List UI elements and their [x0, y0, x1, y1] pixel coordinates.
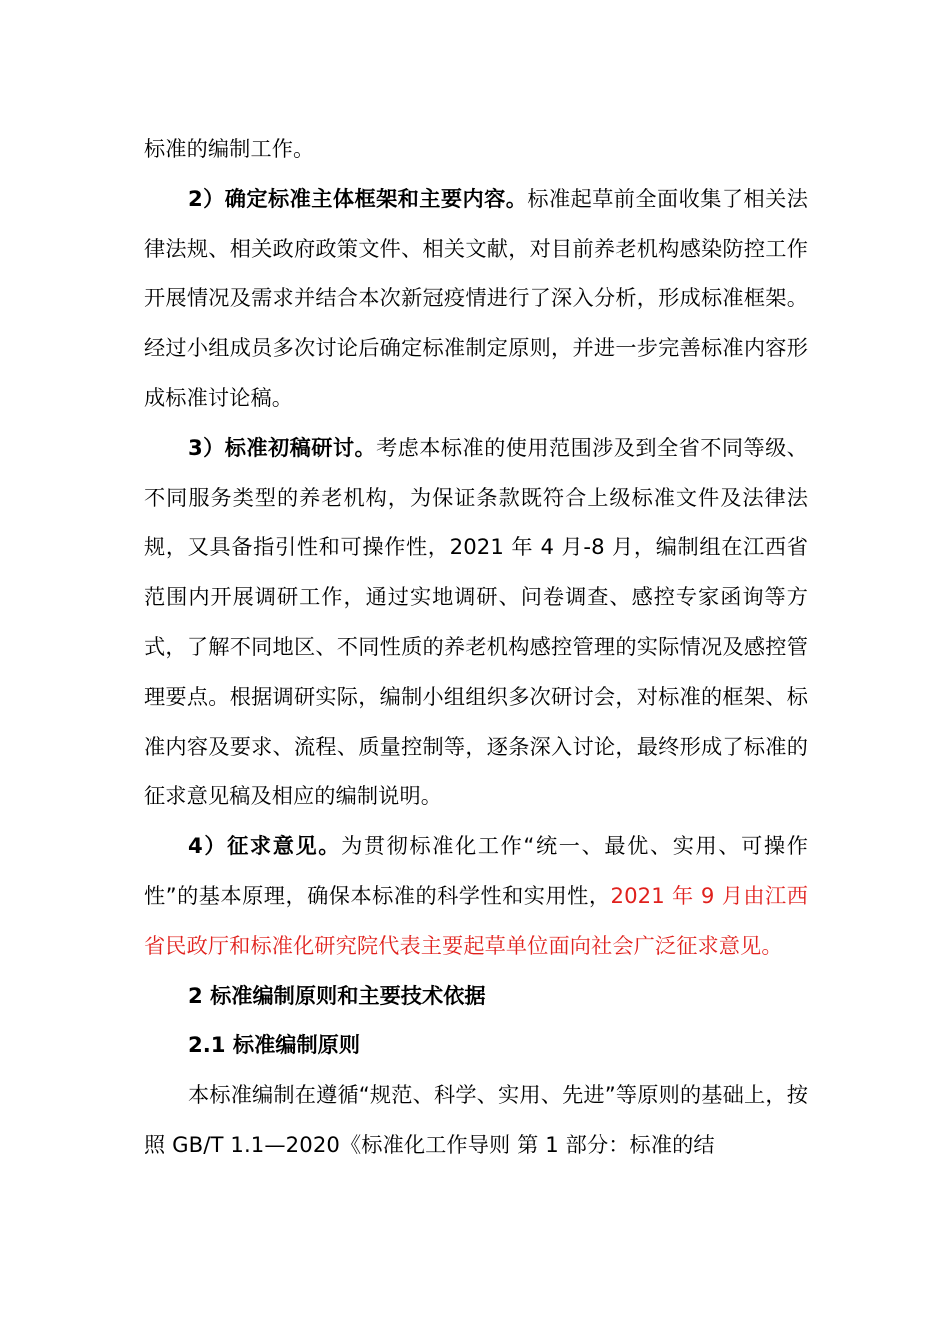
step4-lead: 4）征求意见。 — [188, 833, 342, 859]
step4-body: 为贯彻标准化工作“统一、最优、实用、可操作性”的基本原理，确保本标准的科学性和实用性， — [144, 833, 808, 908]
section-2-1-heading — [144, 1020, 808, 1070]
document-page — [144, 124, 808, 1170]
step2-paragraph — [144, 174, 808, 423]
step4-highlight: 2021 年 9 月由江西省民政厅和标准化研究院代表主要起草单位面向社会广泛征求意见。 — [144, 882, 808, 958]
step2-lead: 2）确定标准主体框架和主要内容。 — [188, 185, 528, 211]
principle-text: 本标准编制在遵循“规范、科学、实用、先进”等原则的基础上，按照 GB/T 1.1—2020《标准化工作导则 第 1 部分：标准的结 — [144, 1082, 808, 1157]
continuation-paragraph — [144, 124, 808, 174]
step2-body: 标准起草前全面收集了相关法律法规、相关政府政策文件、相关文献，对目前养老机构感染防控工作开展情况及需求并结合本次新冠疫情进行了深入分析，形成标准框架。经过小组成员多次讨论后确定标准制定原则，并进一步完善标准内容形成标准讨论稿。 — [144, 185, 808, 410]
step3-lead: 3）标准初稿研讨。 — [188, 434, 377, 460]
section-2-title: 2 标准编制原则和主要技术依据 — [188, 982, 486, 1008]
section-2-heading — [144, 971, 808, 1021]
continuation-text: 标准的编制工作。 — [144, 136, 315, 161]
section-2-1-title: 2.1 标准编制原则 — [188, 1032, 361, 1058]
step4-paragraph — [144, 821, 808, 970]
step3-paragraph — [144, 423, 808, 821]
principle-paragraph — [144, 1070, 808, 1170]
step3-body: 考虑本标准的使用范围涉及到全省不同等级、不同服务类型的养老机构，为保证条款既符合上级标准文件及法律法规，又具备指引性和可操作性，2021 年 4 月-8 月，编制组在江西省范围内开展调研工作，通过实地调研、问卷调查、感控专家函询等方式，了解不同地区、不同性质的养老机构感控管理的实际情况及感控管理要点。根据调研实际，编制小组组织多次研讨会，对标准的框架、标准内容及要求、流程、质量控制等，逐条深入讨论，最终形成了标准的征求意见稿及相应的编制说明。 — [144, 434, 808, 809]
